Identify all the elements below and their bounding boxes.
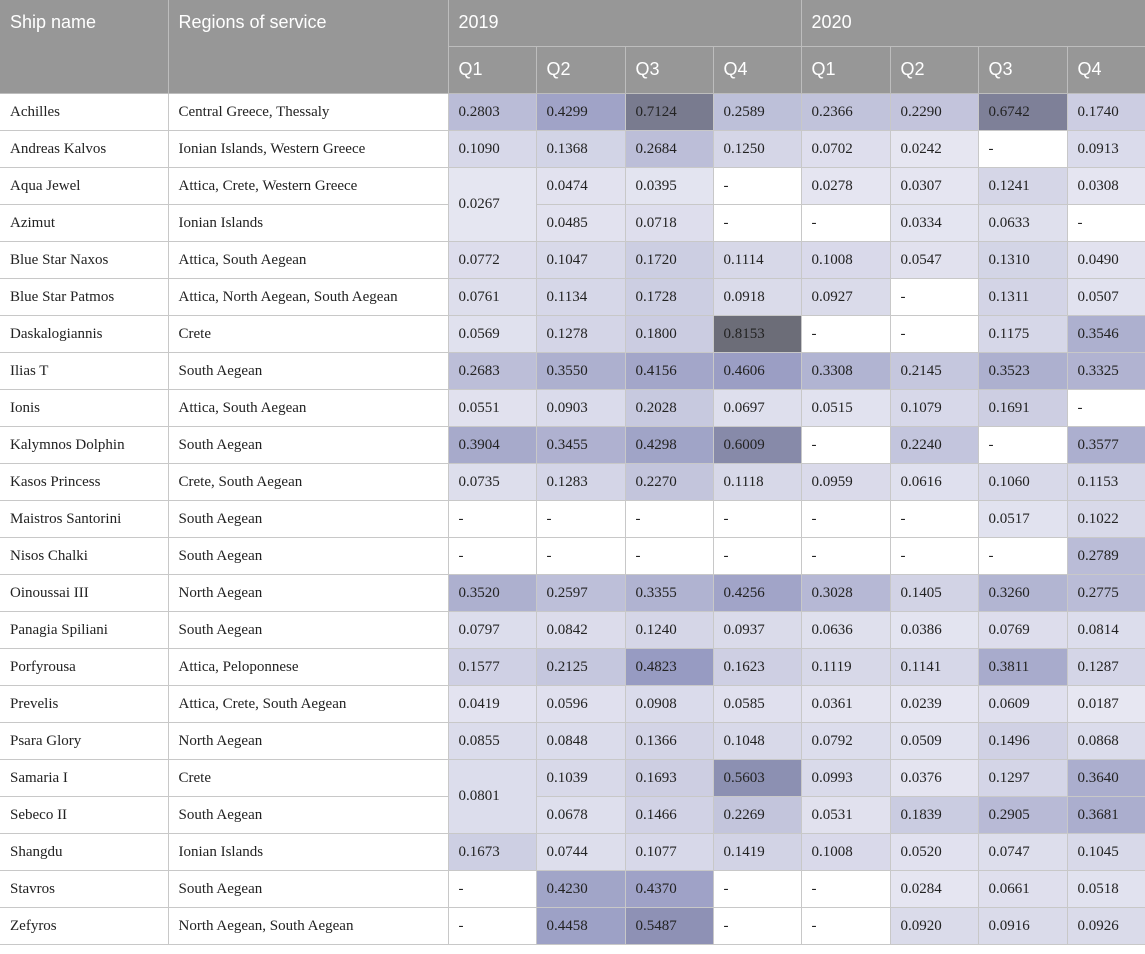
value-cell: -: [890, 538, 978, 575]
value-cell: -: [713, 871, 801, 908]
table-row: [0, 94, 1145, 131]
value-cell: 0.0842: [536, 612, 625, 649]
region-cell: Ionian Islands: [168, 205, 448, 242]
value-cell: 0.0908: [625, 686, 713, 723]
ship-name-cell: Ionis: [0, 390, 168, 427]
value-cell: 0.0916: [978, 908, 1067, 945]
value-cell: 0.1250: [713, 131, 801, 168]
value-cell: 0.0569: [448, 316, 536, 353]
region-cell: North Aegean: [168, 723, 448, 760]
value-cell: 0.1311: [978, 279, 1067, 316]
value-cell: 0.0772: [448, 242, 536, 279]
header-quarter: Q4: [1067, 47, 1145, 94]
value-cell: 0.0509: [890, 723, 978, 760]
header-quarter: Q3: [978, 47, 1067, 94]
value-cell: -: [801, 871, 890, 908]
value-cell: 0.1740: [1067, 94, 1145, 131]
value-cell: -: [890, 316, 978, 353]
value-cell: 0.0678: [536, 797, 625, 834]
value-cell: 0.1800: [625, 316, 713, 353]
value-cell: 0.0918: [713, 279, 801, 316]
value-cell: 0.1118: [713, 464, 801, 501]
value-cell: 0.2905: [978, 797, 1067, 834]
value-cell: 0.1241: [978, 168, 1067, 205]
value-cell: 0.0278: [801, 168, 890, 205]
ship-name-cell: Ilias T: [0, 353, 168, 390]
value-cell: 0.0747: [978, 834, 1067, 871]
value-cell: 0.7124: [625, 94, 713, 131]
table-body: [0, 94, 1145, 945]
region-cell: Attica, Crete, South Aegean: [168, 686, 448, 723]
region-cell: Attica, Crete, Western Greece: [168, 168, 448, 205]
value-cell: 0.2028: [625, 390, 713, 427]
header-quarter: Q2: [536, 47, 625, 94]
value-cell: -: [448, 538, 536, 575]
value-cell: 0.1405: [890, 575, 978, 612]
value-cell: -: [448, 871, 536, 908]
value-cell: 0.0518: [1067, 871, 1145, 908]
value-cell: -: [801, 205, 890, 242]
table-row: [0, 649, 1145, 686]
value-cell: 0.1045: [1067, 834, 1145, 871]
value-cell: 0.3811: [978, 649, 1067, 686]
table-row: [0, 871, 1145, 908]
value-cell: 0.1039: [536, 760, 625, 797]
value-cell: 0.5487: [625, 908, 713, 945]
ship-name-cell: Samaria I: [0, 760, 168, 797]
value-cell: 0.1728: [625, 279, 713, 316]
value-cell: 0.2684: [625, 131, 713, 168]
table-row: [0, 538, 1145, 575]
region-cell: Attica, South Aegean: [168, 242, 448, 279]
region-cell: South Aegean: [168, 353, 448, 390]
value-cell: -: [625, 501, 713, 538]
value-cell: 0.4299: [536, 94, 625, 131]
value-cell: 0.0868: [1067, 723, 1145, 760]
value-cell: 0.0386: [890, 612, 978, 649]
value-cell: 0.1310: [978, 242, 1067, 279]
value-cell: 0.0920: [890, 908, 978, 945]
value-cell: 0.1008: [801, 834, 890, 871]
value-cell: 0.0744: [536, 834, 625, 871]
table-row: [0, 686, 1145, 723]
region-cell: Crete, South Aegean: [168, 464, 448, 501]
value-cell: 0.0361: [801, 686, 890, 723]
value-cell: 0.0376: [890, 760, 978, 797]
value-cell: 0.0661: [978, 871, 1067, 908]
value-cell: -: [801, 501, 890, 538]
ship-name-cell: Andreas Kalvos: [0, 131, 168, 168]
value-cell: 0.2270: [625, 464, 713, 501]
value-cell: 0.1691: [978, 390, 1067, 427]
value-cell: 0.0474: [536, 168, 625, 205]
table-row: [0, 242, 1145, 279]
table-row: [0, 612, 1145, 649]
value-cell: 0.5603: [713, 760, 801, 797]
value-cell: 0.3308: [801, 353, 890, 390]
value-cell: 0.1090: [448, 131, 536, 168]
value-cell: 0.4156: [625, 353, 713, 390]
value-cell: 0.0520: [890, 834, 978, 871]
value-cell: 0.0616: [890, 464, 978, 501]
value-cell: 0.2366: [801, 94, 890, 131]
value-cell: 0.1496: [978, 723, 1067, 760]
value-cell: 0.0308: [1067, 168, 1145, 205]
value-cell: 0.3904: [448, 427, 536, 464]
value-cell: 0.1141: [890, 649, 978, 686]
value-cell: 0.4230: [536, 871, 625, 908]
value-cell: 0.0993: [801, 760, 890, 797]
value-cell: 0.3640: [1067, 760, 1145, 797]
value-cell: 0.4606: [713, 353, 801, 390]
table-row: [0, 205, 1145, 242]
value-cell: 0.0814: [1067, 612, 1145, 649]
ship-name-cell: Porfyrousa: [0, 649, 168, 686]
table-row: [0, 168, 1145, 205]
table-row: [0, 464, 1145, 501]
value-cell: 0.1240: [625, 612, 713, 649]
table-row: [0, 797, 1145, 834]
value-cell: -: [713, 538, 801, 575]
table-row: [0, 723, 1145, 760]
value-cell: 0.2789: [1067, 538, 1145, 575]
value-cell: 0.0636: [801, 612, 890, 649]
value-cell: 0.2125: [536, 649, 625, 686]
value-cell: 0.3260: [978, 575, 1067, 612]
ship-name-cell: Achilles: [0, 94, 168, 131]
value-cell: 0.1287: [1067, 649, 1145, 686]
value-cell: 0.0855: [448, 723, 536, 760]
value-cell: 0.0334: [890, 205, 978, 242]
value-cell: 0.1623: [713, 649, 801, 686]
value-cell: 0.0959: [801, 464, 890, 501]
value-cell: 0.1419: [713, 834, 801, 871]
value-cell: 0.1048: [713, 723, 801, 760]
value-cell: 0.3546: [1067, 316, 1145, 353]
value-cell: 0.1720: [625, 242, 713, 279]
value-cell: 0.1047: [536, 242, 625, 279]
header-year-2020: 2020: [801, 0, 1145, 47]
value-cell: 0.0585: [713, 686, 801, 723]
table-row: [0, 390, 1145, 427]
ship-name-cell: Blue Star Patmos: [0, 279, 168, 316]
ship-name-cell: Oinoussai III: [0, 575, 168, 612]
value-cell: 0.0937: [713, 612, 801, 649]
value-cell: 0.0307: [890, 168, 978, 205]
value-cell: 0.0903: [536, 390, 625, 427]
header-year-2019: 2019: [448, 0, 801, 47]
table-row: [0, 834, 1145, 871]
value-cell: 0.3523: [978, 353, 1067, 390]
value-cell: 0.6742: [978, 94, 1067, 131]
value-cell: 0.1119: [801, 649, 890, 686]
table-row: [0, 908, 1145, 945]
value-cell: 0.3325: [1067, 353, 1145, 390]
value-cell: 0.1466: [625, 797, 713, 834]
value-cell: 0.0769: [978, 612, 1067, 649]
ship-name-cell: Aqua Jewel: [0, 168, 168, 205]
value-cell: 0.3355: [625, 575, 713, 612]
value-cell: 0.0547: [890, 242, 978, 279]
value-cell: 0.2269: [713, 797, 801, 834]
header-quarter: Q3: [625, 47, 713, 94]
value-cell: 0.2597: [536, 575, 625, 612]
header-quarter: Q1: [801, 47, 890, 94]
value-cell: 0.0242: [890, 131, 978, 168]
value-cell: -: [713, 205, 801, 242]
ship-name-cell: Azimut: [0, 205, 168, 242]
region-cell: Attica, South Aegean: [168, 390, 448, 427]
region-cell: South Aegean: [168, 797, 448, 834]
region-cell: Crete: [168, 316, 448, 353]
value-cell: 0.1175: [978, 316, 1067, 353]
table-row: [0, 575, 1145, 612]
value-cell: 0.2145: [890, 353, 978, 390]
region-cell: Attica, North Aegean, South Aegean: [168, 279, 448, 316]
value-cell: -: [801, 538, 890, 575]
value-cell: -: [448, 908, 536, 945]
value-cell: -: [890, 279, 978, 316]
region-cell: North Aegean, South Aegean: [168, 908, 448, 945]
value-cell: 0.1368: [536, 131, 625, 168]
value-cell: 0.1134: [536, 279, 625, 316]
value-cell: 0.1060: [978, 464, 1067, 501]
region-cell: South Aegean: [168, 501, 448, 538]
value-cell: 0.1153: [1067, 464, 1145, 501]
value-cell: 0.3550: [536, 353, 625, 390]
value-cell: 0.4256: [713, 575, 801, 612]
value-cell: 0.4823: [625, 649, 713, 686]
value-cell: 0.0419: [448, 686, 536, 723]
table-row: [0, 279, 1145, 316]
value-cell: 0.2589: [713, 94, 801, 131]
value-cell: 0.0792: [801, 723, 890, 760]
ship-name-cell: Panagia Spiliani: [0, 612, 168, 649]
value-cell: 0.0515: [801, 390, 890, 427]
value-cell: 0.3577: [1067, 427, 1145, 464]
value-cell: 0.8153: [713, 316, 801, 353]
value-cell: 0.0697: [713, 390, 801, 427]
value-cell: -: [978, 427, 1067, 464]
value-cell: 0.6009: [713, 427, 801, 464]
header-quarter: Q4: [713, 47, 801, 94]
table-row: [0, 427, 1145, 464]
value-cell: 0.1278: [536, 316, 625, 353]
table-row: [0, 501, 1145, 538]
region-cell: South Aegean: [168, 612, 448, 649]
value-cell: 0.0517: [978, 501, 1067, 538]
value-cell: 0.0848: [536, 723, 625, 760]
value-cell: 0.2683: [448, 353, 536, 390]
ship-name-cell: Prevelis: [0, 686, 168, 723]
value-cell: 0.0913: [1067, 131, 1145, 168]
value-cell: 0.1079: [890, 390, 978, 427]
value-cell: 0.1022: [1067, 501, 1145, 538]
value-cell: 0.0485: [536, 205, 625, 242]
ship-name-cell: Kasos Princess: [0, 464, 168, 501]
value-cell: 0.0797: [448, 612, 536, 649]
value-cell: 0.0633: [978, 205, 1067, 242]
value-cell: -: [448, 501, 536, 538]
ship-name-cell: Sebeco II: [0, 797, 168, 834]
value-cell: 0.3520: [448, 575, 536, 612]
value-cell: 0.0596: [536, 686, 625, 723]
value-cell: 0.1839: [890, 797, 978, 834]
header-quarter: Q1: [448, 47, 536, 94]
header-quarter: Q2: [890, 47, 978, 94]
value-cell: 0.0239: [890, 686, 978, 723]
value-cell: 0.1693: [625, 760, 713, 797]
table-row: [0, 353, 1145, 390]
value-cell: 0.2775: [1067, 575, 1145, 612]
value-cell: -: [625, 538, 713, 575]
value-cell: -: [713, 168, 801, 205]
value-cell: 0.0267: [448, 168, 536, 242]
region-cell: South Aegean: [168, 538, 448, 575]
value-cell: -: [1067, 205, 1145, 242]
ship-name-cell: Nisos Chalki: [0, 538, 168, 575]
value-cell: -: [536, 538, 625, 575]
ship-name-cell: Psara Glory: [0, 723, 168, 760]
value-cell: -: [713, 908, 801, 945]
value-cell: -: [801, 316, 890, 353]
value-cell: 0.0609: [978, 686, 1067, 723]
value-cell: 0.0187: [1067, 686, 1145, 723]
table-row: [0, 760, 1145, 797]
value-cell: -: [978, 538, 1067, 575]
header-ship-name: Ship name: [0, 0, 168, 94]
value-cell: 0.0801: [448, 760, 536, 834]
region-cell: Ionian Islands, Western Greece: [168, 131, 448, 168]
value-cell: -: [978, 131, 1067, 168]
value-cell: 0.1008: [801, 242, 890, 279]
ship-name-cell: Stavros: [0, 871, 168, 908]
value-cell: 0.0761: [448, 279, 536, 316]
value-cell: 0.1077: [625, 834, 713, 871]
value-cell: 0.4370: [625, 871, 713, 908]
value-cell: 0.0735: [448, 464, 536, 501]
value-cell: 0.0926: [1067, 908, 1145, 945]
value-cell: 0.0718: [625, 205, 713, 242]
value-cell: 0.1114: [713, 242, 801, 279]
value-cell: 0.0490: [1067, 242, 1145, 279]
region-cell: Ionian Islands: [168, 834, 448, 871]
value-cell: 0.2803: [448, 94, 536, 131]
ship-name-cell: Daskalogiannis: [0, 316, 168, 353]
value-cell: 0.3455: [536, 427, 625, 464]
value-cell: -: [801, 908, 890, 945]
ship-name-cell: Zefyros: [0, 908, 168, 945]
value-cell: 0.0702: [801, 131, 890, 168]
region-cell: Attica, Peloponnese: [168, 649, 448, 686]
value-cell: 0.0927: [801, 279, 890, 316]
header-regions: Regions of service: [168, 0, 448, 94]
region-cell: South Aegean: [168, 427, 448, 464]
value-cell: 0.3028: [801, 575, 890, 612]
value-cell: -: [801, 427, 890, 464]
value-cell: 0.0395: [625, 168, 713, 205]
region-cell: Crete: [168, 760, 448, 797]
value-cell: 0.1673: [448, 834, 536, 871]
value-cell: 0.2290: [890, 94, 978, 131]
table-header: [0, 0, 1145, 94]
value-cell: -: [890, 501, 978, 538]
value-cell: -: [713, 501, 801, 538]
ship-name-cell: Kalymnos Dolphin: [0, 427, 168, 464]
value-cell: 0.3681: [1067, 797, 1145, 834]
value-cell: 0.0284: [890, 871, 978, 908]
region-cell: North Aegean: [168, 575, 448, 612]
value-cell: 0.1366: [625, 723, 713, 760]
value-cell: 0.0551: [448, 390, 536, 427]
value-cell: -: [1067, 390, 1145, 427]
region-cell: Central Greece, Thessaly: [168, 94, 448, 131]
table-row: [0, 316, 1145, 353]
value-cell: 0.4298: [625, 427, 713, 464]
value-cell: 0.1297: [978, 760, 1067, 797]
region-cell: South Aegean: [168, 871, 448, 908]
value-cell: 0.0531: [801, 797, 890, 834]
ship-name-cell: Maistros Santorini: [0, 501, 168, 538]
value-cell: 0.4458: [536, 908, 625, 945]
value-cell: 0.1283: [536, 464, 625, 501]
value-cell: -: [536, 501, 625, 538]
table-row: [0, 131, 1145, 168]
value-cell: 0.0507: [1067, 279, 1145, 316]
value-cell: 0.1577: [448, 649, 536, 686]
ship-name-cell: Shangdu: [0, 834, 168, 871]
ship-name-cell: Blue Star Naxos: [0, 242, 168, 279]
value-cell: 0.2240: [890, 427, 978, 464]
